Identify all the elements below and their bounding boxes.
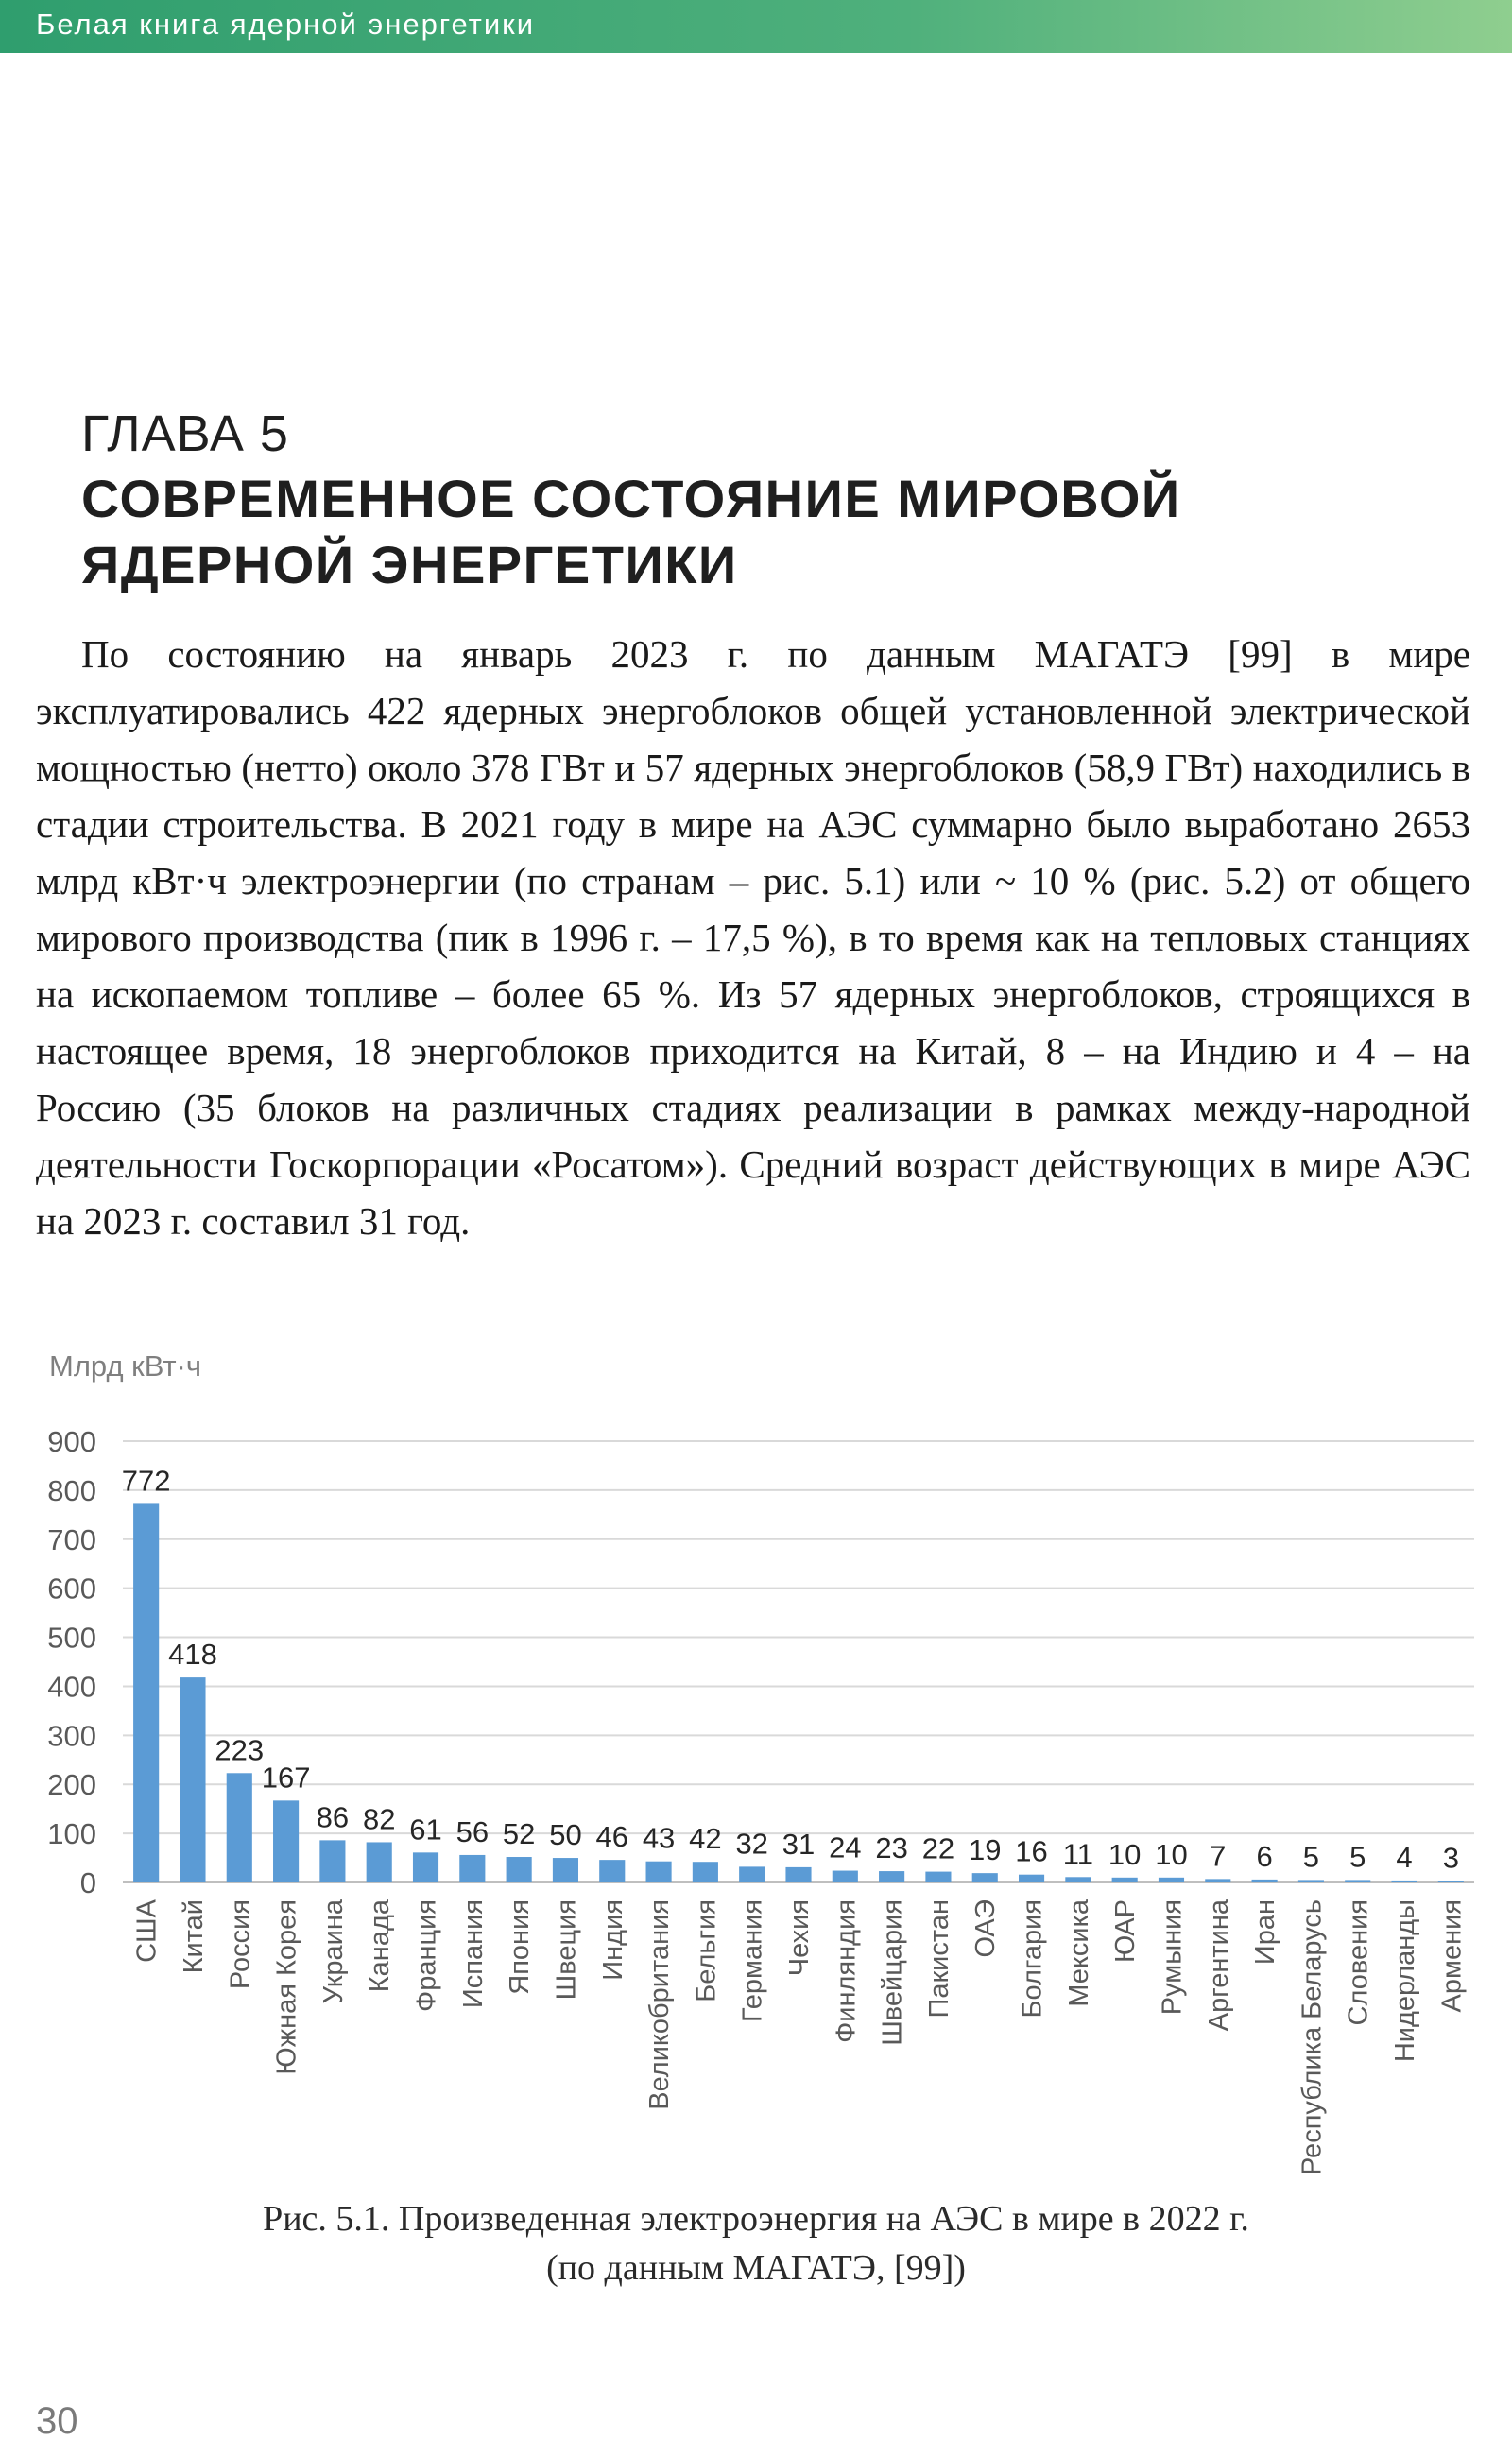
x-tick-label: Великобритания [644, 1899, 676, 2110]
x-tick-label: Индия [597, 1899, 628, 1981]
x-tick-label: Германия [737, 1899, 768, 2023]
x-tick-label: Финляндия [831, 1899, 862, 2043]
x-tick-label: Швейцария [877, 1899, 908, 2046]
bar [180, 1677, 205, 1882]
data-label: 82 [362, 1802, 396, 1836]
caption-line-1: Рис. 5.1. Произведенная электроэнергия на АЭС в мире в 2022 г. [263, 2199, 1249, 2239]
chapter-heading [81, 402, 1461, 598]
data-label: 86 [316, 1800, 350, 1834]
x-tick-label: Чехия [784, 1899, 815, 1977]
y-tick-label: 100 [47, 1817, 96, 1851]
page-number: 30 [36, 2400, 78, 2442]
bar [1205, 1879, 1230, 1882]
x-tick-label: Армения [1436, 1899, 1468, 2013]
bar-chart [0, 1342, 1512, 2192]
y-tick-label: 400 [47, 1670, 96, 1704]
data-label: 10 [1155, 1837, 1188, 1871]
data-label: 11 [1062, 1837, 1093, 1871]
data-label: 42 [689, 1822, 722, 1856]
data-label: 418 [168, 1638, 217, 1672]
bar [1345, 1880, 1370, 1882]
x-tick-label: Республика Беларусь [1297, 1899, 1328, 2175]
bar [413, 1852, 438, 1882]
body-paragraph: По состоянию на январь 2023 г. по данным МАГАТЭ [99] в мире эксплуатировались 422 ядерных энергоблоков общей установленной электрической мощностью (нетто) около 378 ГВт и 57 ядерных энергоблоков (58,9 ГВт) находились в стадии строительства. В 2021 году в мире на АЭС суммарно было выработано 2653 млрд кВт·ч электроэнергии (по странам – рис. 5.1) или ~ 10 % (рис. 5.2) от общего мирового производства (пик в 1996 г. – 17,5 %), в то время как на тепловых станциях на ископаемом топливе – более 65 %. Из 57 ядерных энергоблоков, строящихся в настоящее время, 18 энергоблоков приходится на Китай, 8 – на Индию и 4 – на Россию (35 блоков на различных стадиях реализации в рамках между-народной деятельности Госкорпорации «Росатом»). Средний возраст действующих в мире АЭС на 2023 г. составил 31 год. [36, 632, 1470, 1243]
y-axis-label: Млрд кВт·ч [49, 1349, 202, 1383]
x-tick-label: Иран [1250, 1899, 1281, 1966]
x-axis-ticks [132, 1899, 1468, 2175]
x-tick-label: Швеция [551, 1899, 582, 2001]
x-tick-label: Украина [318, 1899, 349, 2004]
x-tick-label: Китай [178, 1899, 209, 1974]
data-label: 43 [642, 1821, 676, 1855]
bar [925, 1872, 951, 1882]
x-tick-label: Пакистан [923, 1899, 954, 2019]
bar [1112, 1878, 1138, 1882]
data-label: 16 [1015, 1834, 1048, 1868]
bar [972, 1873, 998, 1882]
bar [599, 1860, 625, 1882]
data-label: 223 [215, 1733, 265, 1767]
data-label: 50 [549, 1818, 582, 1852]
book-title: Белая книга ядерной энергетики [36, 8, 536, 41]
bar [879, 1871, 904, 1882]
bar [1065, 1877, 1091, 1882]
data-label: 56 [455, 1814, 490, 1848]
data-label: 52 [502, 1817, 536, 1851]
x-tick-label: Аргентина [1203, 1899, 1234, 2032]
x-tick-label: Словения [1343, 1899, 1374, 2026]
bar [1019, 1875, 1044, 1882]
bar [507, 1857, 532, 1882]
x-tick-label: Бельгия [691, 1899, 722, 2002]
y-tick-label: 300 [47, 1719, 96, 1753]
data-label: 3 [1442, 1841, 1459, 1875]
y-axis-ticks [47, 1425, 96, 1899]
bar [133, 1503, 159, 1882]
bar [1438, 1881, 1464, 1882]
y-tick-label: 500 [47, 1621, 96, 1655]
bar [1159, 1878, 1184, 1882]
x-tick-label: Канада [365, 1899, 396, 1993]
x-tick-label: Франция [411, 1899, 442, 2012]
x-tick-label: Россия [225, 1899, 256, 1990]
data-label: 5 [1349, 1840, 1366, 1874]
data-label: 5 [1302, 1840, 1320, 1874]
data-label: 4 [1396, 1840, 1413, 1874]
data-label: 10 [1108, 1837, 1142, 1871]
bar [693, 1862, 718, 1882]
chapter-title-line-2: ЯДЕРНОЙ ЭНЕРГЕТИКИ [81, 535, 738, 594]
y-tick-label: 200 [47, 1768, 96, 1802]
x-tick-label: ОАЭ [971, 1899, 1002, 1958]
bar [833, 1871, 858, 1882]
data-label: 32 [735, 1827, 768, 1861]
data-labels [122, 1464, 1459, 1874]
data-label: 22 [921, 1831, 955, 1865]
x-tick-label: Румыния [1157, 1899, 1188, 2016]
caption-line-2: (по данным МАГАТЭ, [99]) [546, 2248, 966, 2288]
y-tick-label: 600 [47, 1572, 96, 1606]
y-tick-label: 700 [47, 1522, 96, 1556]
x-tick-label: Болгария [1017, 1899, 1048, 2019]
data-label: 23 [875, 1831, 908, 1865]
data-label: 24 [829, 1830, 862, 1864]
data-label: 7 [1210, 1839, 1227, 1873]
x-tick-label: ЮАР [1110, 1899, 1142, 1964]
bar [1391, 1881, 1417, 1882]
running-header [0, 0, 1512, 53]
chapter-title-line-1: СОВРЕМЕННОЕ СОСТОЯНИЕ МИРОВОЙ [81, 469, 1181, 528]
y-tick-label: 800 [47, 1473, 96, 1507]
x-tick-label: США [131, 1899, 163, 1963]
bar [646, 1862, 672, 1882]
data-label: 6 [1256, 1839, 1273, 1873]
bar [273, 1800, 299, 1882]
x-tick-label: Южная Корея [271, 1899, 302, 2075]
bar [553, 1858, 578, 1882]
bar [227, 1773, 252, 1882]
bar [785, 1867, 811, 1882]
y-tick-label: 900 [47, 1425, 96, 1458]
chapter-number: ГЛАВА 5 [81, 405, 289, 462]
data-label: 31 [782, 1827, 816, 1861]
bar [739, 1866, 765, 1882]
bar [1252, 1880, 1278, 1882]
bar [319, 1840, 345, 1882]
x-tick-label: Мексика [1063, 1899, 1094, 2007]
bar [1298, 1880, 1324, 1882]
bar [459, 1855, 485, 1882]
x-tick-label: Испания [457, 1899, 489, 2009]
x-tick-label: Нидерланды [1390, 1899, 1421, 2063]
bar [367, 1842, 392, 1882]
data-label: 46 [595, 1820, 629, 1854]
data-label: 772 [121, 1464, 171, 1498]
data-label: 19 [968, 1833, 1002, 1867]
bar-chart-svg [0, 1342, 1512, 2192]
x-tick-label: Япония [505, 1899, 536, 1995]
y-tick-label: 0 [79, 1866, 96, 1899]
figure-caption [0, 2194, 1512, 2293]
data-label: 167 [261, 1761, 311, 1795]
data-label: 61 [409, 1813, 442, 1847]
